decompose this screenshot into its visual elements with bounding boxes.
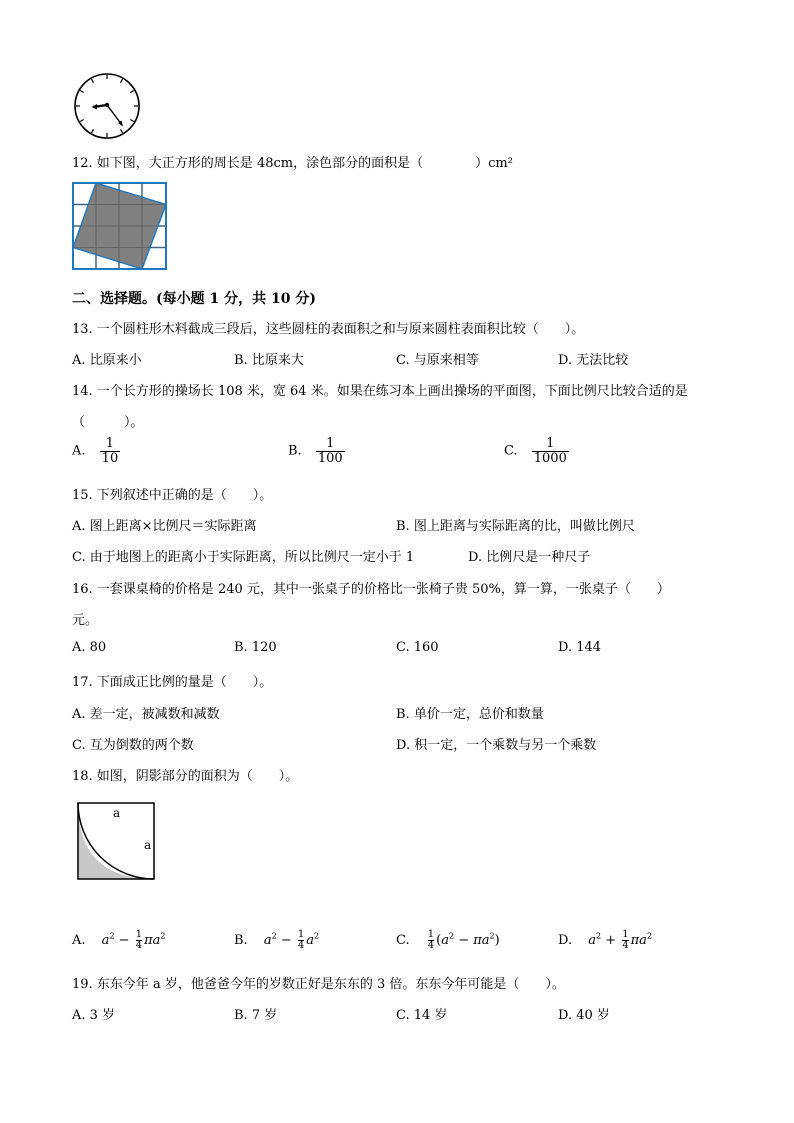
- q13-option-d[interactable]: D. 无法比较: [558, 353, 629, 368]
- formula-d: $a^2$ + $\frac{1}{4}$ $\pi a^2$: [588, 929, 653, 951]
- q17-option-a[interactable]: A. 差一定，被减数和减数: [72, 707, 220, 722]
- numerator: 1: [105, 436, 115, 451]
- question-14: 14. 一个长方形的操场长 108 米，宽 64 米。如果在练习本上画出操场的平面图，下面比例尺比较合适的是: [72, 384, 688, 399]
- option-letter: B.: [288, 443, 302, 459]
- question-14-cont: （ ）。: [72, 415, 144, 430]
- q18-option-c[interactable]: [396, 930, 500, 951]
- numerator: 1: [546, 436, 555, 451]
- q14-option-b[interactable]: [288, 437, 345, 465]
- fraction: [532, 437, 569, 465]
- grid-square-figure: [72, 182, 168, 272]
- q13-option-a[interactable]: A. 比原来小: [72, 353, 142, 368]
- q15-option-d[interactable]: D. 比例尺是一种尺子: [468, 550, 591, 565]
- question-17: 17. 下面成正比例的量是（ ）。: [72, 675, 273, 690]
- q18-option-d[interactable]: [558, 930, 652, 951]
- q14-option-c[interactable]: [504, 437, 569, 465]
- q16-option-b[interactable]: B. 120: [234, 640, 277, 655]
- denominator: 10: [101, 450, 119, 466]
- formula-b: $a^2$ − $\frac{1}{4}$ $a^2$: [263, 929, 320, 951]
- clock-figure: [72, 71, 142, 141]
- option-letter: B.: [234, 933, 248, 948]
- question-15: 15. 下列叙述中正确的是（ ）。: [72, 488, 273, 503]
- option-letter: A.: [72, 443, 86, 459]
- q17-option-b[interactable]: B. 单价一定，总价和数量: [396, 707, 544, 722]
- denominator: 1000: [533, 450, 567, 466]
- q13-option-b[interactable]: B. 比原来大: [234, 353, 304, 368]
- option-letter: D.: [558, 933, 573, 948]
- q18-option-b[interactable]: [234, 930, 319, 951]
- numerator: 1: [326, 436, 335, 451]
- fraction: [100, 437, 121, 465]
- formula-c: $\frac{1}{4}$ $(a^2 - \pi a^2)$: [427, 929, 500, 951]
- fig-label-right: a: [144, 838, 152, 852]
- option-letter: C.: [396, 933, 410, 948]
- option-letter: C.: [504, 443, 518, 459]
- question-18: 18. 如图，阴影部分的面积为（ ）。: [72, 769, 299, 784]
- q15-option-b[interactable]: B. 图上距离与实际距离的比，叫做比例尺: [396, 519, 635, 534]
- q15-option-c[interactable]: C. 由于地图上的距离小于实际距离，所以比例尺一定小于 1: [72, 550, 415, 565]
- q19-option-a[interactable]: A. 3 岁: [72, 1008, 116, 1023]
- question-16-cont: 元。: [72, 613, 99, 628]
- q14-option-a[interactable]: [72, 437, 120, 465]
- q16-option-a[interactable]: A. 80: [72, 640, 107, 655]
- q16-option-c[interactable]: C. 160: [396, 640, 439, 655]
- q15-option-a[interactable]: A. 图上距离×比例尺＝实际距离: [72, 519, 257, 534]
- fig-label-top: a: [113, 806, 121, 820]
- fraction: [316, 437, 345, 465]
- q19-option-d[interactable]: D. 40 岁: [558, 1008, 610, 1023]
- q16-option-d[interactable]: D. 144: [558, 640, 602, 655]
- q17-option-c[interactable]: C. 互为倒数的两个数: [72, 738, 194, 753]
- denominator: 100: [317, 450, 343, 466]
- q19-option-c[interactable]: C. 14 岁: [396, 1008, 448, 1023]
- q19-option-b[interactable]: B. 7 岁: [234, 1008, 278, 1023]
- formula-a: $a^2$ − $\frac{1}{4}$ $\pi a^2$: [101, 929, 166, 951]
- question-12: 12. 如下图，大正方形的周长是 48cm，涂色部分的面积是（ ）cm²: [72, 156, 513, 171]
- section-title: 二、选择题。(每小题 1 分，共 10 分): [72, 291, 316, 307]
- question-13: 13. 一个圆柱形木料截成三段后，这些圆柱的表面积之和与原来圆柱表面积比较（ ）。: [72, 322, 585, 337]
- q13-option-c[interactable]: C. 与原来相等: [396, 353, 479, 368]
- question-16: 16. 一套课桌椅的价格是 240 元，其中一张桌子的价格比一张椅子贵 50%，算一算，一张桌子（ ）: [72, 582, 670, 597]
- option-letter: A.: [72, 933, 86, 948]
- question-19: 19. 东东今年 a 岁，他爸爸今年的岁数正好是东东的 3 倍。东东今年可能是（ ）。: [72, 977, 565, 992]
- q17-option-d[interactable]: D. 积一定，一个乘数与另一个乘数: [396, 738, 597, 753]
- q18-option-a[interactable]: [72, 930, 165, 951]
